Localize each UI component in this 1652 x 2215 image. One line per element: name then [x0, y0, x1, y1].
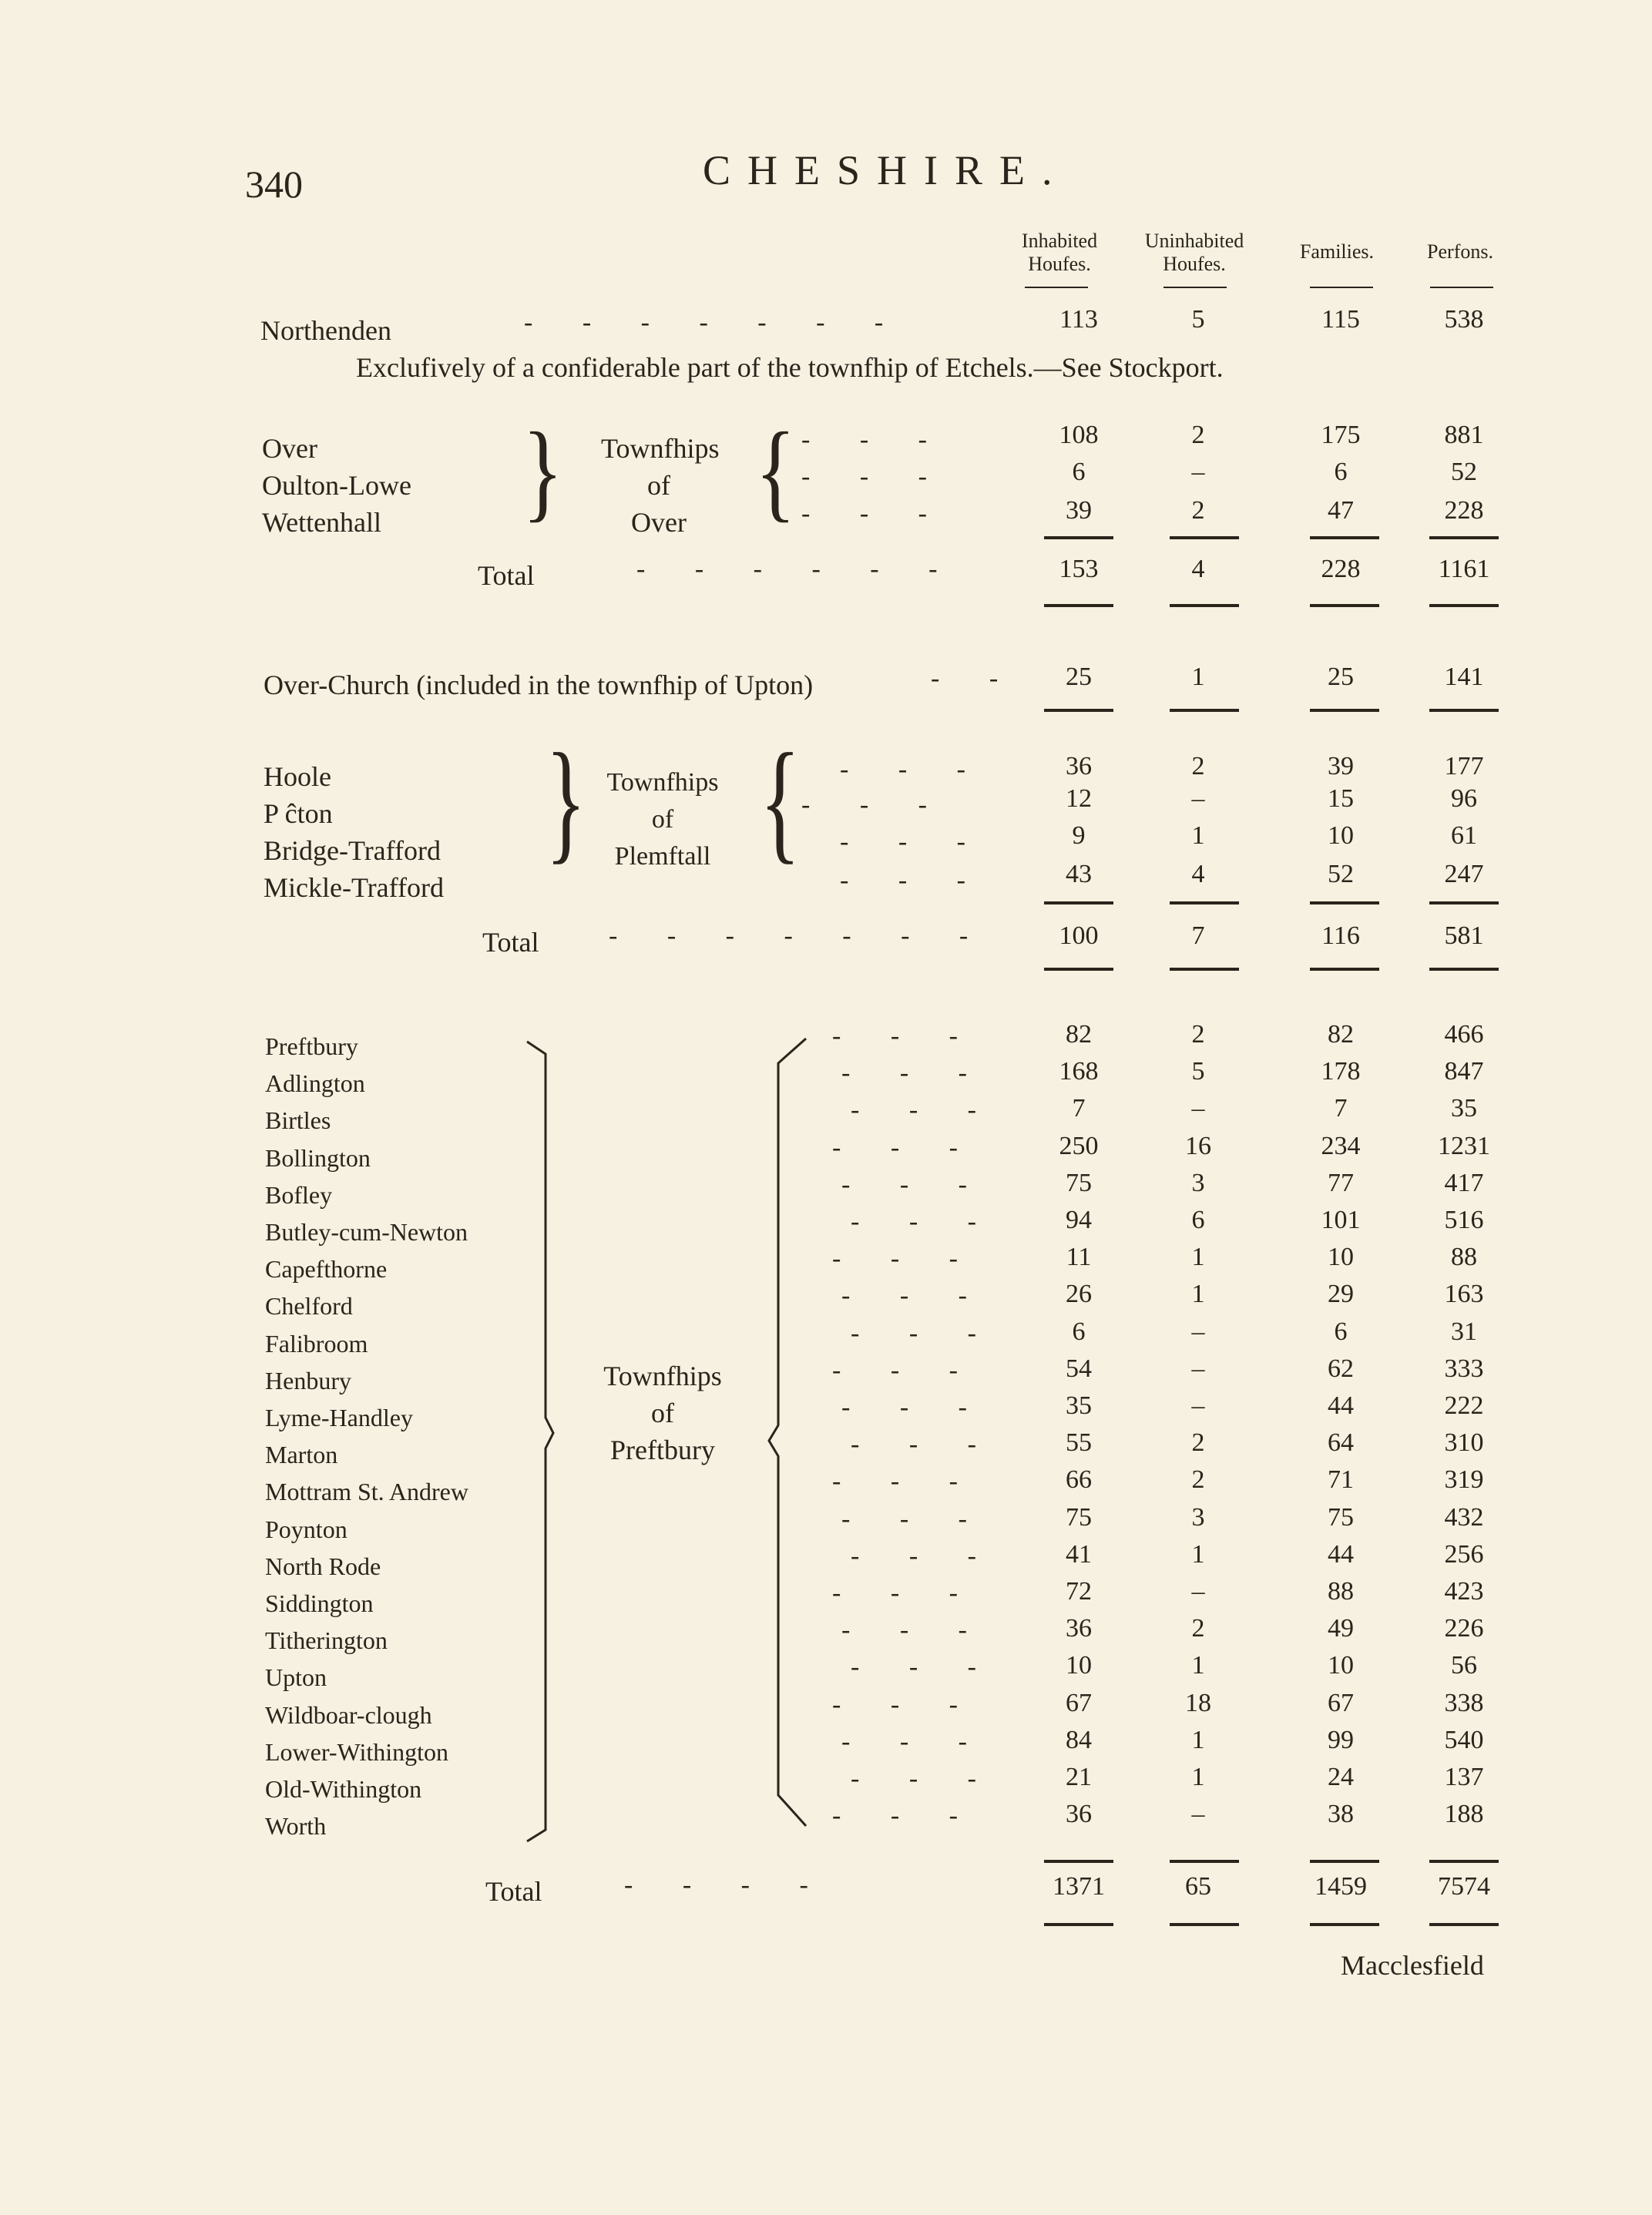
col-header-inhabited: Inhabited Houfes.: [1021, 230, 1098, 275]
cell: 12: [1066, 784, 1092, 813]
cell: 6: [1334, 1317, 1348, 1346]
leader-dots: - - -: [841, 1727, 989, 1756]
cell: 6: [1334, 458, 1348, 486]
cell: 516: [1444, 1206, 1484, 1234]
cell: 66: [1066, 1465, 1092, 1495]
cell: 333: [1444, 1354, 1484, 1383]
cell: 540: [1444, 1725, 1484, 1754]
cell: 5: [1191, 305, 1205, 334]
cell: 52: [1328, 860, 1354, 888]
cell: 44: [1328, 1391, 1354, 1420]
cell: 417: [1444, 1168, 1484, 1197]
rule: [1044, 536, 1113, 539]
cell: 3: [1191, 1502, 1205, 1532]
cell: 3: [1191, 1168, 1205, 1197]
cell: 1: [1191, 1280, 1205, 1309]
place-name: Marton: [265, 1441, 338, 1469]
rule: [1429, 536, 1499, 539]
cell: 29: [1328, 1280, 1354, 1309]
rule: [1310, 1923, 1379, 1926]
cell: 250: [1059, 1131, 1099, 1160]
cell: 9: [1072, 821, 1086, 850]
cell: 228: [1321, 555, 1361, 583]
place-name: Upton: [265, 1663, 327, 1692]
place-name: Chelford: [265, 1292, 353, 1321]
northenden-note: Exclufively of a confiderable part of the townfhip of Etchels.—See Stockport.: [356, 352, 1224, 383]
cell: 222: [1444, 1391, 1484, 1420]
leader-dots: - - -: [801, 425, 949, 454]
rule: [1429, 901, 1499, 904]
cell: 310: [1444, 1428, 1484, 1458]
rule: [1170, 1860, 1239, 1863]
cell: 15: [1328, 784, 1354, 813]
place-name: Falibroom: [265, 1329, 368, 1358]
cell: 6: [1072, 458, 1086, 486]
cell: 4: [1191, 860, 1205, 888]
cell: 100: [1059, 921, 1099, 950]
cell: 96: [1451, 784, 1477, 813]
right-bracket: [524, 1032, 555, 1849]
leader-dots: - - -: [841, 1281, 989, 1311]
cell: 26: [1066, 1280, 1092, 1309]
leader-dots: - - - - - -: [636, 555, 959, 583]
cell: 116: [1321, 921, 1360, 950]
cell: 88: [1328, 1577, 1354, 1606]
leader-dots: - - -: [851, 1541, 998, 1570]
col-header-families: Families.: [1299, 240, 1375, 263]
total-label: Total: [478, 560, 535, 591]
left-brace: {: [755, 409, 796, 532]
place-name: Titherington: [265, 1626, 388, 1655]
place-name: Butley-cum-Newton: [265, 1218, 468, 1246]
cell: 1231: [1438, 1131, 1490, 1160]
place-name: Wildboar-clough: [265, 1700, 432, 1729]
leader-dots: - - -: [841, 1170, 989, 1199]
cell: 2: [1191, 1614, 1205, 1643]
leader-dots: - - -: [832, 1133, 979, 1162]
rule: [1044, 901, 1113, 904]
cell: 113: [1059, 305, 1098, 334]
cell: 847: [1444, 1057, 1484, 1086]
rule: [1044, 709, 1113, 712]
rule: [1429, 1860, 1499, 1863]
cell: 153: [1059, 555, 1099, 583]
cell: 65: [1185, 1872, 1211, 1901]
cell: 2: [1191, 1428, 1205, 1458]
cell: 226: [1444, 1614, 1484, 1643]
cell: 43: [1066, 860, 1092, 888]
cell: 188: [1444, 1800, 1484, 1829]
place-name: Poynton: [265, 1515, 348, 1543]
leader-dots: - - -: [851, 1318, 998, 1347]
cell: 319: [1444, 1465, 1484, 1495]
leader-dots: - - -: [840, 755, 987, 784]
cell: 47: [1328, 496, 1354, 525]
rule: [1163, 287, 1227, 288]
rule: [1044, 968, 1113, 971]
cell: 2: [1191, 421, 1205, 449]
cell: 423: [1444, 1577, 1484, 1606]
leader-dots: - - -: [851, 1430, 998, 1459]
over-group-label: Townfhips of Over: [601, 433, 720, 538]
cell: 101: [1321, 1206, 1361, 1234]
leader-dots: - - -: [801, 462, 949, 491]
cell: 71: [1328, 1465, 1354, 1495]
cell: 82: [1066, 1020, 1092, 1049]
cell: 25: [1066, 663, 1092, 691]
cell: –: [1191, 1577, 1205, 1606]
rule: [1044, 1923, 1113, 1926]
rule: [1170, 968, 1239, 971]
cell: 25: [1328, 663, 1354, 691]
left-brace: {: [760, 725, 801, 876]
cell: 16: [1185, 1131, 1211, 1160]
cell: –: [1191, 1800, 1205, 1829]
cell: 6: [1072, 1317, 1086, 1346]
cell: 72: [1066, 1577, 1092, 1606]
catchword: Macclesfield: [1341, 1950, 1484, 1981]
col-header-persons: Perfons.: [1427, 240, 1493, 263]
left-bracket: [763, 1032, 809, 1849]
prestbury-group-label: Townfhips of Preftbury: [603, 1361, 722, 1465]
cell: 64: [1328, 1428, 1354, 1458]
leader-dots: - - -: [840, 827, 987, 856]
cell: 55: [1066, 1428, 1092, 1458]
leader-dots: - - -: [840, 866, 987, 894]
cell: 234: [1321, 1131, 1361, 1160]
cell: 67: [1328, 1688, 1354, 1717]
cell: 141: [1444, 663, 1484, 691]
rule: [1310, 1860, 1379, 1863]
cell: 1: [1191, 1725, 1205, 1754]
leader-dots: - - -: [832, 1690, 979, 1719]
total-label: Total: [485, 1876, 542, 1907]
leader-dots: - - - - - - -: [609, 921, 990, 950]
cell: 10: [1328, 1243, 1354, 1272]
leader-dots: - - -: [832, 1355, 979, 1384]
cell: 256: [1444, 1539, 1484, 1569]
cell: 39: [1066, 496, 1092, 525]
leader-dots: - - -: [841, 1393, 989, 1421]
cell: 6: [1191, 1206, 1205, 1234]
cell: 82: [1328, 1020, 1354, 1049]
cell: –: [1191, 1317, 1205, 1346]
cell: 1: [1191, 1539, 1205, 1569]
rule: [1170, 709, 1239, 712]
cell: 75: [1066, 1168, 1092, 1197]
cell: 36: [1066, 1800, 1092, 1829]
cell: 39: [1328, 752, 1354, 780]
cell: 10: [1328, 1651, 1354, 1680]
place-name: Lower-Withington: [265, 1737, 449, 1766]
cell: 1: [1191, 1651, 1205, 1680]
cell: –: [1191, 458, 1205, 486]
place-name: Bollington: [265, 1143, 371, 1172]
cell: 88: [1451, 1243, 1477, 1272]
cell: 35: [1451, 1094, 1477, 1123]
rule: [1310, 901, 1379, 904]
cell: 75: [1066, 1502, 1092, 1532]
cell: 338: [1444, 1688, 1484, 1717]
place-name: Preftbury: [265, 1032, 358, 1060]
cell: 1: [1191, 663, 1205, 691]
rule: [1429, 709, 1499, 712]
cell: 18: [1185, 1688, 1211, 1717]
cell: 75: [1328, 1502, 1354, 1532]
place-name: Bofley: [265, 1180, 333, 1209]
cell: 2: [1191, 496, 1205, 525]
leader-dots: - - - - - - -: [524, 308, 905, 337]
place-name: Worth: [265, 1812, 327, 1841]
leader-dots: - - - -: [624, 1871, 830, 1899]
plemstall-group-label: Townfhips of Plemftall: [606, 768, 719, 871]
cell: 84: [1066, 1725, 1092, 1754]
cell: 163: [1444, 1280, 1484, 1309]
cell: 99: [1328, 1725, 1354, 1754]
cell: 1371: [1053, 1872, 1105, 1901]
leader-dots: - -: [931, 664, 1020, 693]
cell: 44: [1328, 1539, 1354, 1569]
leader-dots: - - -: [801, 790, 949, 819]
cell: 466: [1444, 1020, 1484, 1049]
cell: 61: [1451, 821, 1477, 850]
rule: [1430, 287, 1493, 288]
cell: 41: [1066, 1539, 1092, 1569]
cell: 21: [1066, 1763, 1092, 1791]
cell: 7: [1191, 921, 1205, 950]
leader-dots: - - -: [841, 1059, 989, 1088]
place-name: Lyme-Handley: [265, 1404, 413, 1431]
place-name: Mottram St. Andrew: [265, 1478, 468, 1506]
cell: 10: [1328, 821, 1354, 850]
cell: 1: [1191, 821, 1205, 850]
cell: 108: [1059, 421, 1099, 449]
cell: –: [1191, 1391, 1205, 1420]
col-header-uninhabited: Uninhabited Houfes.: [1144, 230, 1244, 275]
cell: 7: [1072, 1094, 1086, 1123]
leader-dots: - - -: [832, 1801, 979, 1831]
cell: 432: [1444, 1502, 1484, 1532]
cell: 881: [1444, 421, 1484, 449]
cell: 2: [1191, 1020, 1205, 1049]
leader-dots: - - -: [851, 1653, 998, 1682]
cell: 94: [1066, 1206, 1092, 1234]
leader-dots: - - -: [851, 1207, 998, 1236]
place-name: Henbury: [265, 1366, 351, 1394]
leader-dots: - - -: [851, 1096, 998, 1125]
place-name: North Rode: [265, 1552, 381, 1580]
cell: 1161: [1438, 555, 1490, 583]
cell: 7574: [1438, 1872, 1490, 1901]
place-name: Capefthorne: [265, 1255, 388, 1284]
place-name: Old-Withington: [265, 1775, 422, 1803]
rule: [1170, 536, 1239, 539]
right-brace: }: [522, 409, 563, 532]
cell: 115: [1321, 305, 1360, 334]
cell: 31: [1451, 1317, 1477, 1346]
cell: 178: [1321, 1057, 1361, 1086]
cell: 36: [1066, 752, 1092, 780]
cell: 137: [1444, 1763, 1484, 1791]
leader-dots: - - -: [841, 1616, 989, 1645]
cell: 4: [1191, 555, 1205, 583]
cell: 581: [1444, 921, 1484, 950]
leader-dots: - - -: [832, 1022, 979, 1050]
right-brace: }: [546, 725, 586, 876]
cell: 7: [1334, 1094, 1348, 1123]
leader-dots: - - -: [851, 1764, 998, 1793]
rule: [1429, 1923, 1499, 1926]
rule: [1429, 968, 1499, 971]
over-places: Over Oulton-Lowe Wettenhall: [262, 433, 411, 538]
cell: 175: [1321, 421, 1361, 449]
rule: [1310, 968, 1379, 971]
place-name: Siddington: [265, 1589, 374, 1617]
page-number: 340: [245, 163, 303, 206]
cell: 10: [1066, 1651, 1092, 1680]
rule: [1170, 604, 1239, 607]
leader-dots: - - -: [832, 1244, 979, 1274]
rule: [1025, 287, 1088, 288]
cell: 24: [1328, 1763, 1354, 1791]
cell: 67: [1066, 1688, 1092, 1717]
cell: 2: [1191, 1465, 1205, 1495]
leader-dots: - - -: [832, 1467, 979, 1496]
cell: 62: [1328, 1354, 1354, 1383]
cell: –: [1191, 1354, 1205, 1383]
cell: 168: [1059, 1057, 1099, 1086]
cell: 52: [1451, 458, 1477, 486]
cell: –: [1191, 1094, 1205, 1123]
leader-dots: - - -: [841, 1504, 989, 1533]
plemstall-places: Hoole P ĉton Bridge-Trafford Mickle-Trafford: [264, 761, 444, 903]
cell: 538: [1444, 305, 1484, 334]
rule: [1044, 1860, 1113, 1863]
cell: –: [1191, 784, 1205, 813]
cell: 247: [1444, 860, 1484, 888]
rule: [1170, 1923, 1239, 1926]
cell: 35: [1066, 1391, 1092, 1420]
cell: 228: [1444, 496, 1484, 525]
total-label: Total: [482, 927, 539, 958]
leader-dots: - - -: [801, 499, 949, 528]
cell: 11: [1066, 1243, 1092, 1272]
cell: 38: [1328, 1800, 1354, 1829]
cell: 5: [1191, 1057, 1205, 1086]
cell: 177: [1444, 752, 1484, 780]
cell: 36: [1066, 1614, 1092, 1643]
place-over-church: Over-Church (included in the townfhip of Upton): [264, 670, 814, 700]
page-title: CHESHIRE.: [703, 147, 1069, 193]
rule: [1310, 604, 1379, 607]
rule: [1310, 536, 1379, 539]
cell: 56: [1451, 1651, 1477, 1680]
rule: [1044, 604, 1113, 607]
leader-dots: - - -: [832, 1579, 979, 1607]
cell: 2: [1191, 752, 1205, 780]
cell: 77: [1328, 1168, 1354, 1197]
cell: 1: [1191, 1763, 1205, 1791]
rule: [1310, 287, 1373, 288]
cell: 1459: [1315, 1872, 1367, 1901]
cell: 1: [1191, 1243, 1205, 1272]
rule: [1170, 901, 1239, 904]
place-name: Birtles: [265, 1106, 331, 1135]
cell: 49: [1328, 1614, 1354, 1643]
rule: [1310, 709, 1379, 712]
cell: 54: [1066, 1354, 1092, 1383]
place-northenden: Northenden: [260, 315, 391, 346]
place-name: Adlington: [265, 1069, 365, 1098]
rule: [1429, 604, 1499, 607]
